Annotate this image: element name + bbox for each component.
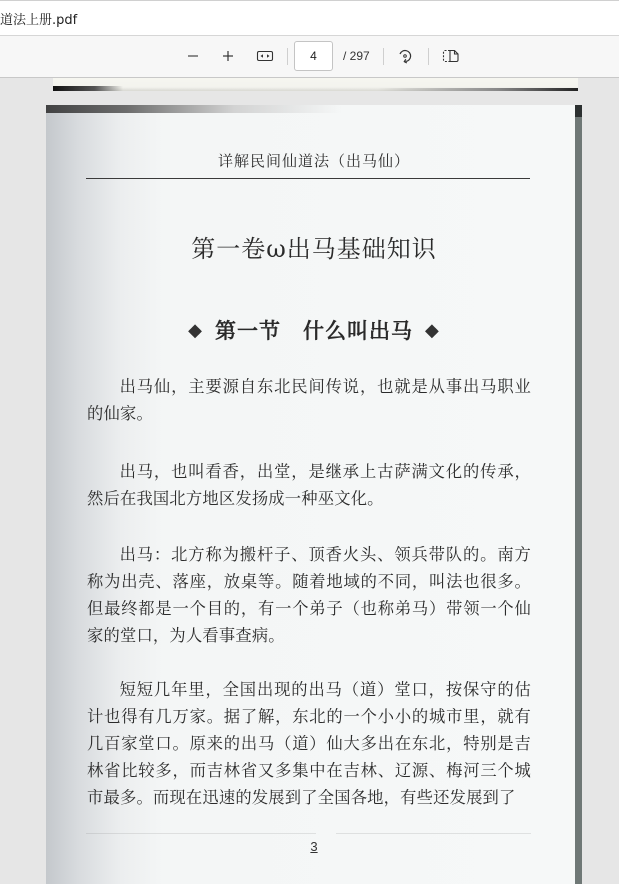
zoom-in-button[interactable] [216,44,240,68]
header-rule [86,178,530,179]
diamond-icon: ◆ [425,320,440,341]
title-bar [0,0,619,36]
running-head: 详解民间仙道法（出马仙） [217,152,410,170]
paragraph: 短短几年里，全国出现的出马（道）堂口，按保守的估计也得有几万家。据了解，东北的一个小小的城市里，就有几百家堂口。原来的出马（道）仙大多出在东北，特别是吉林省比较多，而吉林省又多集中在吉林、辽源、梅河三个城市最多。而现在迅速的发展到了全国各地，有些还发展到了 [87,680,531,807]
scan-shadow [53,86,123,91]
paragraph: 出马，也叫看香，出堂，是继承上古萨满文化的传承，然后在我国北方地区发扬成一种巫文化。 [87,462,531,508]
faint-rule [86,833,316,834]
fit-to-width-button[interactable] [253,44,277,68]
two-page-view-icon [442,48,460,64]
two-page-view-button[interactable] [439,44,463,68]
minus-icon [186,49,200,63]
scan-page-edge [575,105,582,117]
paragraph: 出马：北方称为搬杆子、顶香火头、领兵带队的。南方称为出壳、落座，放桌等。随着地域的不同，叫法也很多。但最终都是一个目的，有一个弟子（也称弟马）带领一个仙家的堂口，为人看事查病。 [87,545,531,645]
pdf-viewer-area[interactable] [0,78,619,884]
paragraph: 出马仙，主要源自东北民间传说，也就是从事出马职业的仙家。 [87,377,531,423]
pdf-toolbar [0,36,619,78]
page-number: 3 [310,839,318,854]
diamond-icon: ◆ [188,320,203,341]
scan-shadow [378,88,578,91]
plus-icon [221,49,235,63]
faint-rule [336,833,531,834]
total-pages-label: / 297 [343,49,370,63]
rotate-icon [396,47,414,65]
zoom-out-button[interactable] [181,44,205,68]
toolbar-divider [287,48,288,65]
scan-page-edge [575,105,582,884]
previous-page-bottom-edge [53,78,578,91]
volume-title: 第一卷ω出马基础知识 [191,235,437,263]
pdf-page [46,105,582,884]
scan-shadow [46,105,582,113]
section-title-text: 第一节 什么叫出马 [215,319,413,343]
section-title [46,315,582,345]
document-title: 道法上册.pdf [0,13,78,28]
page-number-input[interactable]: 4 [294,41,333,71]
toolbar-divider [383,48,384,65]
rotate-button[interactable] [393,44,417,68]
fit-width-icon [256,49,274,63]
toolbar-divider [428,48,429,65]
